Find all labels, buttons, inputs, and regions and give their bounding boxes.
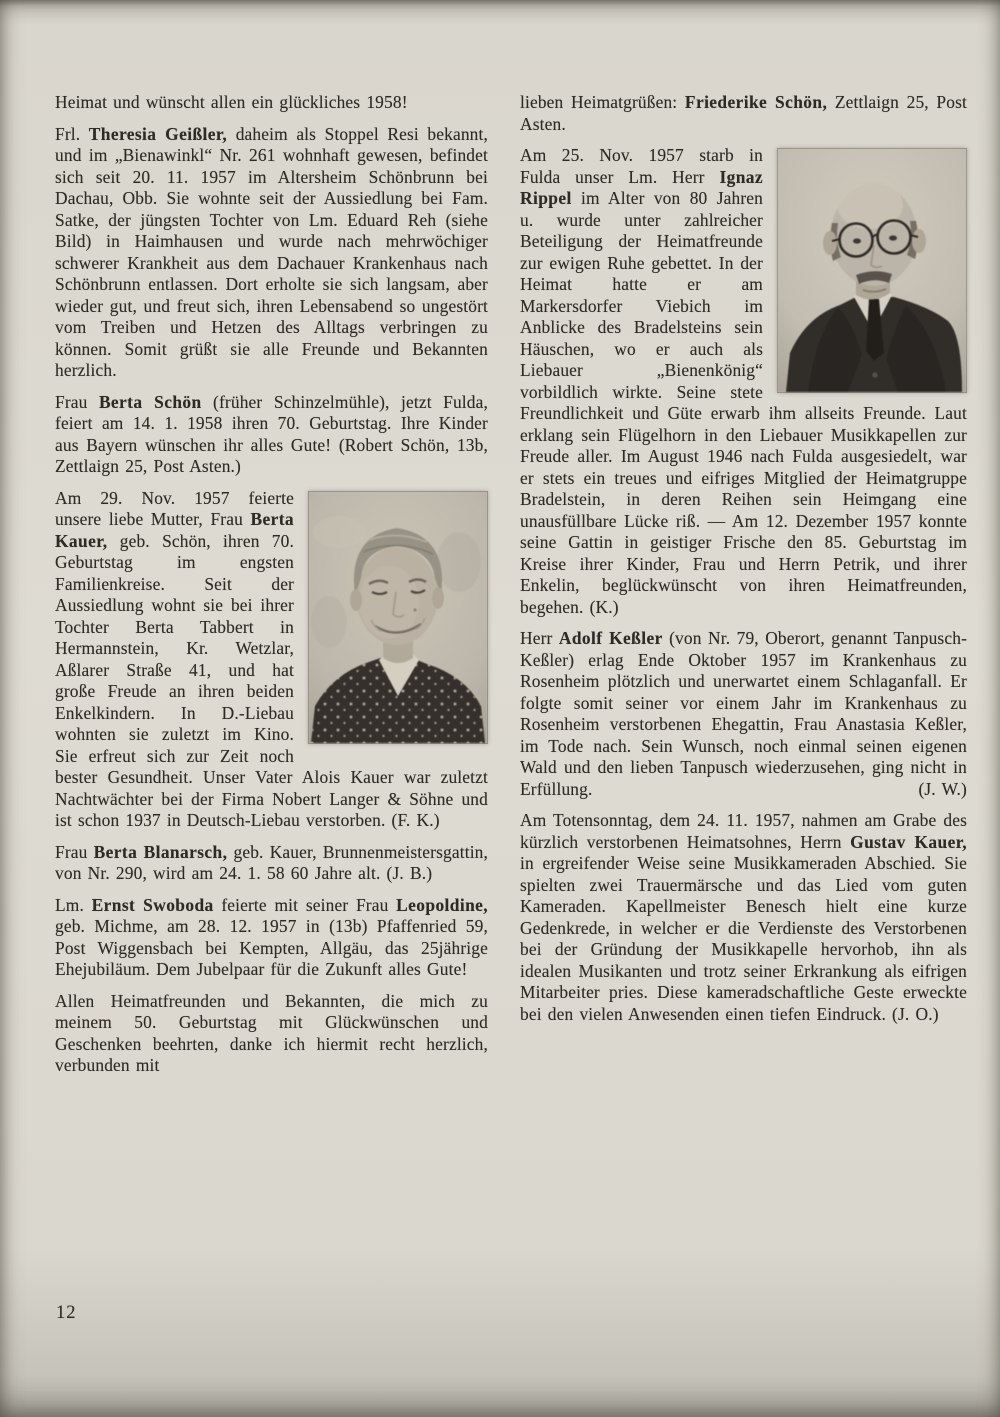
- para-new-year-greeting: Heimat und wünscht allen ein glückliches 1958!: [55, 92, 408, 112]
- para-berta-blanarsch: Frau Berta Blanarsch, geb. Kauer, Brunnenmeistersgattin, von Nr. 290, wird am 24. 1. 58 60 Jahre alt. (J. B.): [55, 841, 489, 883]
- para-berta-kauer: Am 29. Nov. 1957 feierte unsere liebe Mutter, Frau Berta Kauer, geb. Schön, ihren 70. Geburtstag im engsten Familienkreise. Seit der Aussiedlung wohnt sie bei ihrer Tochter Berta Tabbert in Hermannstein, Kr. Wetzlar, Aßlarer Straße 41, und hat große Freude an ihren beiden Enkelkindern. In D.-Liebau wohnten sie zuletzt im Kino. Sie erfreut sich zur Zeit noch bester Gesundheit. Unser Vater Alois Kauer war zuletzt Nachtwächter bei der Firma Nobert Langer & Söhne und ist schon 1937 in Deutsch-Liebau verstorben. (F. K.): [55, 487, 488, 830]
- left-column: [55, 92, 488, 1087]
- page-number: 12: [56, 1303, 77, 1323]
- para-friederike-schoen: lieben Heimatgrüßen: Friederike Schön, Zettlaign 25, Post Asten.: [520, 92, 967, 134]
- right-column: [520, 92, 967, 1035]
- para-adolf-kessler: Herr Adolf Keßler (von Nr. 79, Oberort, genannt Tanpusch-Keßler) erlag Ende Oktober 1957 im Krankenhaus zu Rosenheim plötzlich und unerwartet einem Schlaganfall. Er folgte somit seiner vor einem Jahr im Krankenhaus zu Rosenheim verstorbenen Ehegattin, Frau Anastasia Keßler, im Tode nach. Sein Wunsch, noch einmal seinen eigenen Wald und den lieben Tanpusch wiederzusehen, ging nicht in Erfüllung. (J. W.): [520, 628, 968, 799]
- photo-berta-kauer: [308, 491, 488, 744]
- para-ignaz-rippel: Am 25. Nov. 1957 starb in Fulda unser Lm. Herr Ignaz Rippel im Alter von 80 Jahren u. wurde unter zahlreicher Beteiligung der Heimatfreunde zur ewigen Ruhe gebettet. In der Heimat hatte er am Markersdorfer Viebich im Anblicke des Bradelsteins sein Häuschen, wo er auch als Liebauer „Bienenkönig“ vorbildlich wirkte. Seine stete Freundlichkeit und Güte erwarb ihm allseits Freunde. Laut erklang sein Flügelhorn in den Liebauer Musikkapellen zur Freude aller. Im August 1946 nach Fulda ausgesiedelt, war er stets ein treues und eifriges Mitglied der Heimatgruppe Bradelstein, in deren Reihen sein Heimgang eine unausfüllbare Lücke riß. — Am 12. Dezember 1957 konnte seine Gattin in geistiger Frische den 85. Geburtstag im Kreise ihrer Kinder, Frau und Herrn Petrik, und ihrer Enkelin, beglückwünscht von ihren Heimatfreunden, begehen. (K.): [520, 145, 967, 617]
- para-theresia-geissler: Frl. Theresia Geißler, daheim als Stoppel Resi bekannt, und im „Bienawinkl“ Nr. 261 wohnhaft gewesen, befindet sich seit 20. 11. 1957 im Altersheim Schönbrunn bei Dachau, Obb. Sie wohnte seit der Aussiedlung bei Fam. Satke, der jüngsten Tochter von Lm. Eduard Reh (siehe Bild) in Haimhausen und wurde nach mehrwöchiger schwerer Krankheit aus dem Dachauer Krankenhaus nach Schönbrunn entlassen. Dort erholte sie sich langsam, aber wieder gut, und freut sich, ihren Lebensabend so ungestört vom Treiben und Hetzen des Alltags verbringen zu können. Somit grüßt sie alle Freunde und Bekannten herzlich.: [55, 123, 488, 380]
- photo-ignaz-rippel: [777, 148, 967, 393]
- para-gustav-kauer: Am Totensonntag, dem 24. 11. 1957, nahmen am Grabe des kürzlich verstorbenen Heimatsohnes, Herrn Gustav Kauer, in ergreifender Weise seine Musikkameraden Abschied. Sie spielten zwei Trauermärsche und das Lied vom guten Kameraden. Kapellmeister Benesch hielt eine kurze Gedenkrede, in welcher er die Verdienste des Verstorbenen bei der Gründung der Musikkapelle hervorhob, ihn als idealen Musikanten und trotz seiner Erkrankung als eifrigen Mitarbeiter pries. Diese kameradschaftliche Geste erweckte bei den vielen Anwesenden einen tiefen Eindruck. (J. O.): [520, 810, 967, 1024]
- para-berta-schoen: Frau Berta Schön (früher Schinzelmühle), jetzt Fulda, feiert am 14. 1. 1958 ihren 70. Geburtstag. Ihre Kinder aus Bayern wünschen ihr alles Gute! (Robert Schön, 13b, Zettlaign 25, Post Asten.): [55, 391, 488, 476]
- para-ernst-swoboda: Lm. Ernst Swoboda feierte mit seiner Frau Leopoldine, geb. Michme, am 28. 12. 1957 in (13b) Pfaffenried 59, Post Wiggensbach bei Kempten, Allgäu, das 25jährige Ehejubiläum. Dem Jubelpaar für die Zukunft alles Gute!: [55, 894, 489, 979]
- para-birthday-thanks: Allen Heimatfreunden und Bekannten, die mich zu meinem 50. Geburtstag mit Glückwünschen und Geschenken beehrten, danke ich hiermit recht herzlich, verbunden mit: [55, 990, 488, 1075]
